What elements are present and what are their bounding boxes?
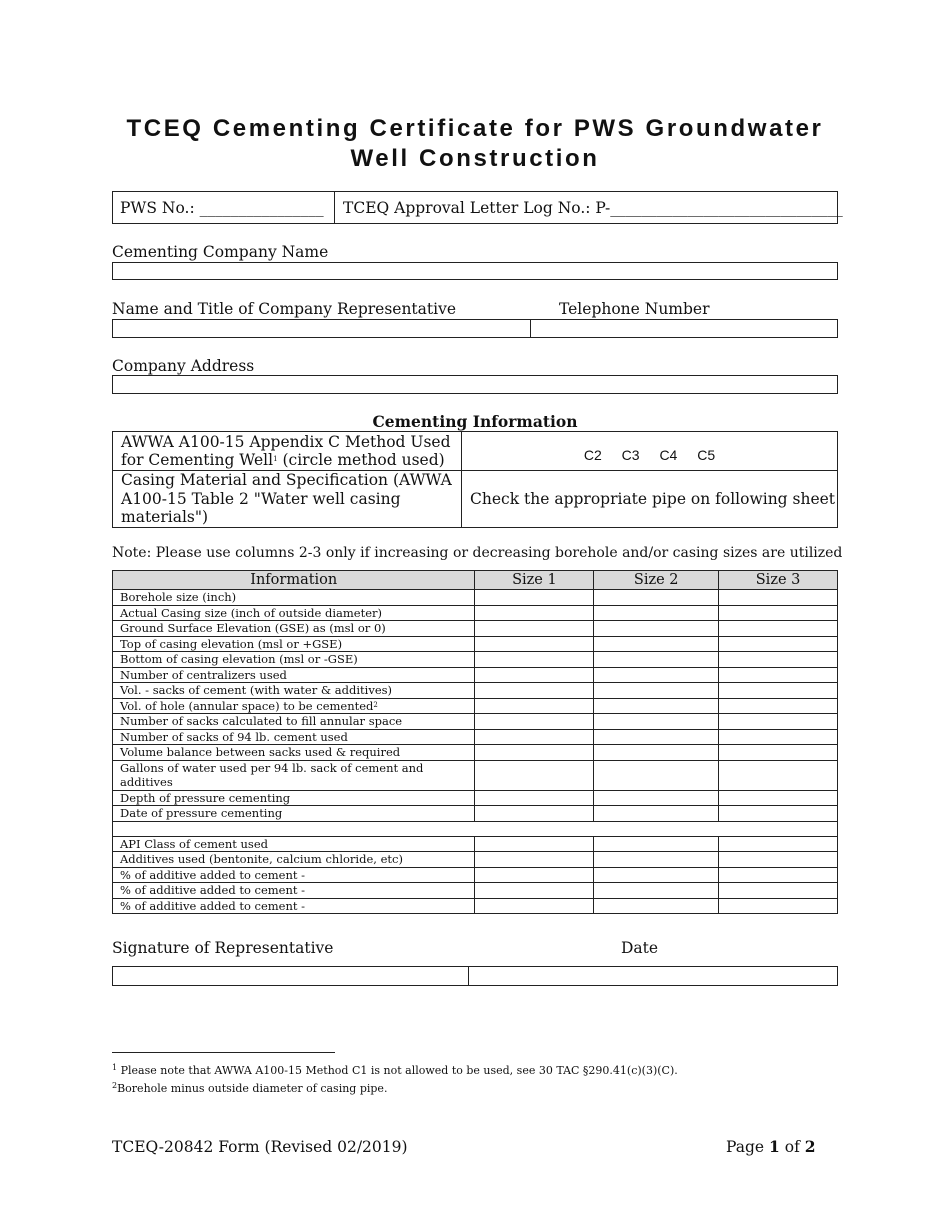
- cementing-data-table: [112, 570, 838, 914]
- cell-input[interactable]: [594, 836, 719, 852]
- table-row: [113, 790, 838, 806]
- cell-input[interactable]: [475, 652, 594, 668]
- row-label: [113, 698, 475, 714]
- casing-label-2: A100-15 Table 2 "Water well casing: [121, 489, 401, 508]
- cell-input[interactable]: [719, 729, 838, 745]
- telephone-input[interactable]: [531, 320, 837, 337]
- cell-input[interactable]: [719, 714, 838, 730]
- rep-input[interactable]: [113, 320, 529, 337]
- footnote-2-number: 2: [112, 1081, 118, 1090]
- cell-input[interactable]: [594, 883, 719, 899]
- cell-input[interactable]: [719, 898, 838, 914]
- cementing-company-label: Cementing Company Name: [112, 243, 329, 261]
- page-title: [112, 114, 838, 174]
- table-row: [113, 636, 838, 652]
- header-size-2: Size 2: [594, 571, 719, 590]
- footnote-2-text: Borehole minus outside diameter of casing pipe.: [117, 1082, 388, 1095]
- method-c5[interactable]: C5: [697, 447, 716, 463]
- table-row: [113, 729, 838, 745]
- row-label: % of additive added to cement -: [113, 898, 475, 914]
- table-row: [113, 698, 838, 714]
- cementing-company-input[interactable]: [112, 262, 838, 280]
- cell-input[interactable]: [594, 790, 719, 806]
- footnote-1-text: Please note that AWWA A100-15 Method C1 is not allowed to be used, see 30 TAC §290.41(c)(3)(C).: [120, 1064, 678, 1077]
- cell-input[interactable]: [475, 760, 594, 790]
- cell-input[interactable]: [594, 714, 719, 730]
- cell-input[interactable]: [475, 683, 594, 699]
- casing-label-1: Casing Material and Specification (AWWA: [121, 471, 452, 489]
- cell-input[interactable]: [475, 605, 594, 621]
- cell-input[interactable]: [475, 836, 594, 852]
- cell-input[interactable]: [719, 883, 838, 899]
- cell-input[interactable]: [475, 806, 594, 822]
- cell-input[interactable]: [475, 714, 594, 730]
- cell-input[interactable]: [719, 683, 838, 699]
- cell-input[interactable]: [594, 605, 719, 621]
- method-label-2: for Cementing Well: [121, 451, 274, 469]
- row-label-line-1: Gallons of water used per 94 lb. sack of cement and: [120, 760, 424, 775]
- table-row: [113, 898, 838, 914]
- method-footnote-ref: 1: [273, 455, 278, 463]
- table-row: [113, 621, 838, 637]
- cell-input[interactable]: [475, 667, 594, 683]
- cell-input[interactable]: [475, 636, 594, 652]
- cell-input[interactable]: [475, 867, 594, 883]
- cell-input[interactable]: [594, 806, 719, 822]
- cell-input[interactable]: [719, 621, 838, 637]
- table-row: [113, 714, 838, 730]
- cell-input[interactable]: [719, 636, 838, 652]
- table-row: [113, 883, 838, 899]
- table-row: [113, 667, 838, 683]
- header-size-3: Size 3: [719, 571, 838, 590]
- table-row: [113, 745, 838, 761]
- footnote-2: [112, 1082, 387, 1095]
- address-input[interactable]: [112, 375, 838, 394]
- cell-input[interactable]: [475, 883, 594, 899]
- row-label: Vol. - sacks of cement (with water & additives): [113, 683, 475, 699]
- table-row: [113, 760, 838, 790]
- cell-input[interactable]: [475, 898, 594, 914]
- footnote-divider: [112, 1052, 335, 1053]
- table-row: [113, 605, 838, 621]
- pws-no-field[interactable]: PWS No.: ________________: [120, 199, 324, 217]
- pws-divider: [334, 191, 335, 224]
- date-label: Date: [621, 939, 659, 957]
- footnote-ref-2: 2: [373, 700, 378, 709]
- cell-input[interactable]: [719, 836, 838, 852]
- method-c3[interactable]: C3: [621, 447, 640, 463]
- signature-input[interactable]: [113, 967, 467, 985]
- cell-input[interactable]: [594, 852, 719, 868]
- method-label: [113, 432, 462, 471]
- table-row: [113, 852, 838, 868]
- casing-label-3: materials"): [121, 508, 209, 526]
- footnote-1-number: 1: [112, 1063, 118, 1072]
- title-line-2: Well Construction: [350, 145, 600, 172]
- table-row: [113, 867, 838, 883]
- table-row: [113, 806, 838, 822]
- row-label: Actual Casing size (inch of outside diameter): [113, 605, 475, 621]
- cell-input[interactable]: [594, 745, 719, 761]
- footer-page-total: 2: [804, 1137, 816, 1156]
- method-c2[interactable]: C2: [583, 447, 602, 463]
- note-text: Note: Please use columns 2-3 only if increasing or decreasing borehole and/or casing sizes are utilized: [112, 545, 843, 561]
- title-line-1: TCEQ Cementing Certificate for PWS Groundwater: [126, 115, 824, 142]
- cell-input[interactable]: [594, 698, 719, 714]
- telephone-label: Telephone Number: [559, 300, 710, 318]
- footer-form-id: TCEQ-20842 Form (Revised 02/2019): [112, 1138, 408, 1156]
- cell-input[interactable]: [475, 698, 594, 714]
- date-input[interactable]: [469, 967, 837, 985]
- row-label: Volume balance between sacks used & required: [113, 745, 475, 761]
- footer-page-current: 1: [769, 1137, 780, 1156]
- cell-input[interactable]: [719, 867, 838, 883]
- row-label: Number of centralizers used: [113, 667, 475, 683]
- table-spacer-row: [113, 821, 838, 836]
- method-label-1: AWWA A100-15 Appendix C Method Used: [121, 432, 451, 451]
- approval-log-field[interactable]: TCEQ Approval Letter Log No.: P-______________________________: [343, 199, 843, 217]
- footer-page-of: of: [784, 1138, 800, 1156]
- row-label: Number of sacks of 94 lb. cement used: [113, 729, 475, 745]
- cell-input[interactable]: [594, 867, 719, 883]
- row-label: Date of pressure cementing: [113, 806, 475, 822]
- row-label: [113, 760, 475, 790]
- cell-input[interactable]: [594, 683, 719, 699]
- cell-input[interactable]: [719, 667, 838, 683]
- header-information: Information: [113, 571, 475, 590]
- cell-input[interactable]: [719, 852, 838, 868]
- cell-input[interactable]: [594, 590, 719, 606]
- footnote-1: [112, 1064, 678, 1077]
- spacer-cell: [113, 821, 838, 836]
- row-label: Additives used (bentonite, calcium chloride, etc): [113, 852, 475, 868]
- cell-input[interactable]: [719, 760, 838, 790]
- cell-input[interactable]: [594, 636, 719, 652]
- cell-input[interactable]: [475, 729, 594, 745]
- cell-input[interactable]: [594, 667, 719, 683]
- method-c4[interactable]: C4: [659, 447, 678, 463]
- casing-value: Check the appropriate pipe on following sheet: [462, 471, 838, 528]
- address-label: Company Address: [112, 357, 255, 375]
- cell-input[interactable]: [594, 760, 719, 790]
- cell-input[interactable]: [719, 790, 838, 806]
- row-label: Borehole size (inch): [113, 590, 475, 606]
- cementing-info-table: [112, 431, 838, 528]
- footer-page-number: [726, 1138, 816, 1156]
- cell-input[interactable]: [719, 745, 838, 761]
- cell-input[interactable]: [475, 590, 594, 606]
- cell-input[interactable]: [475, 621, 594, 637]
- signature-label: Signature of Representative: [112, 939, 334, 957]
- row-label: Depth of pressure cementing: [113, 790, 475, 806]
- row-label: Top of casing elevation (msl or +GSE): [113, 636, 475, 652]
- table-row: [113, 652, 838, 668]
- row-label: API Class of cement used: [113, 836, 475, 852]
- row-label: Number of sacks calculated to fill annular space: [113, 714, 475, 730]
- cell-input[interactable]: [719, 605, 838, 621]
- row-label: Bottom of casing elevation (msl or -GSE): [113, 652, 475, 668]
- cell-input[interactable]: [475, 745, 594, 761]
- method-label-3: (circle method used): [282, 451, 445, 469]
- cell-input[interactable]: [594, 898, 719, 914]
- row-label: % of additive added to cement -: [113, 867, 475, 883]
- row-label: % of additive added to cement -: [113, 883, 475, 899]
- cell-input[interactable]: [594, 652, 719, 668]
- header-size-1: Size 1: [475, 571, 594, 590]
- cementing-info-heading: Cementing Information: [372, 412, 578, 431]
- cell-input[interactable]: [719, 652, 838, 668]
- cell-input[interactable]: [475, 790, 594, 806]
- footer-page-prefix: Page: [726, 1138, 765, 1156]
- cell-input[interactable]: [719, 590, 838, 606]
- table-row: [113, 590, 838, 606]
- cell-input[interactable]: [594, 729, 719, 745]
- cell-input[interactable]: [719, 698, 838, 714]
- cell-input[interactable]: [594, 621, 719, 637]
- cell-input[interactable]: [719, 806, 838, 822]
- method-options: [462, 432, 838, 471]
- rep-label: Name and Title of Company Representative: [112, 300, 457, 318]
- table-row: [113, 836, 838, 852]
- table-row: [113, 683, 838, 699]
- row-label: Ground Surface Elevation (GSE) as (msl or 0): [113, 621, 475, 637]
- row-label-line-2: additives: [120, 775, 173, 789]
- row-label-text: Vol. of hole (annular space) to be cemented: [120, 698, 374, 713]
- casing-label: [113, 471, 462, 528]
- cell-input[interactable]: [475, 852, 594, 868]
